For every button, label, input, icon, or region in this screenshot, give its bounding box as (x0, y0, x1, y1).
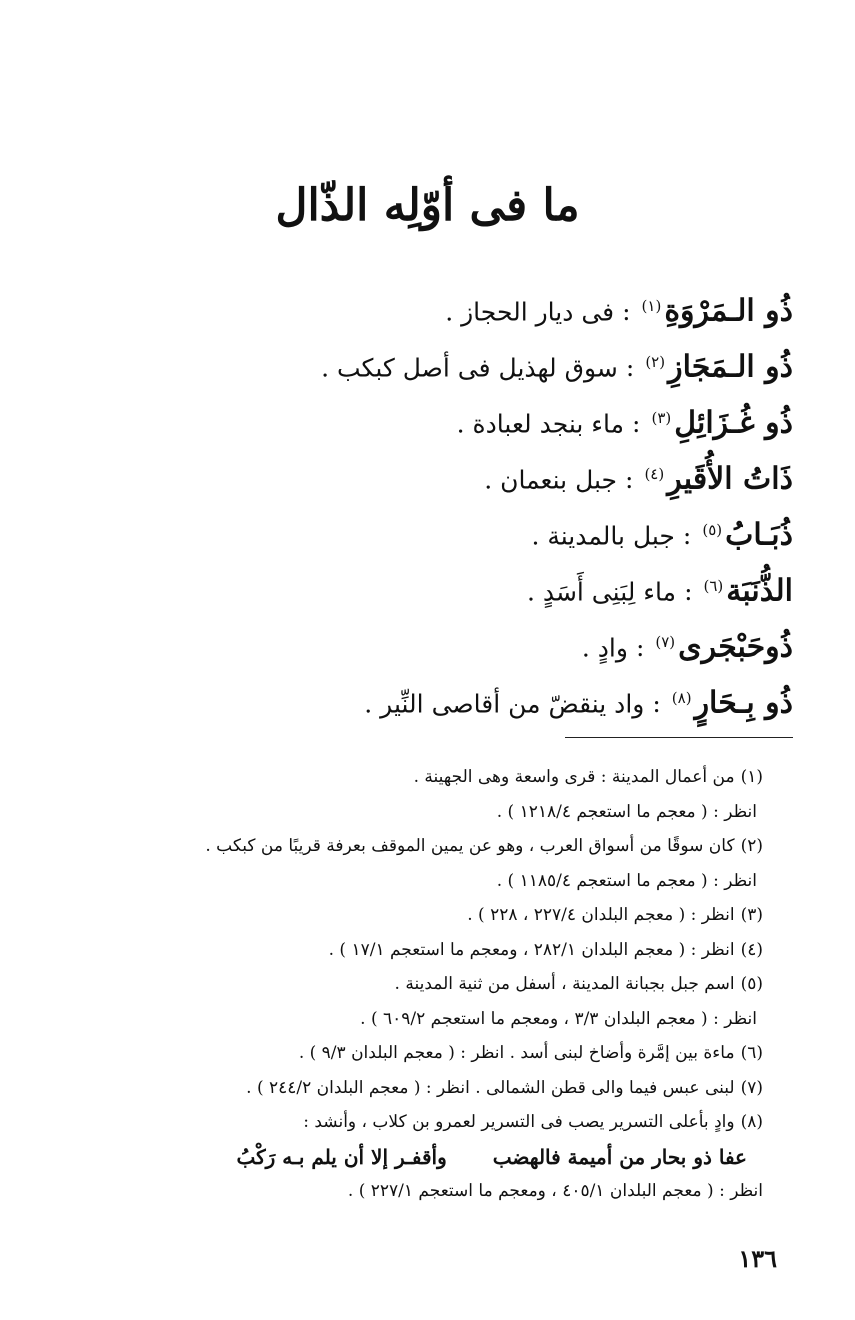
footnote-marker: (٤) (644, 465, 665, 483)
entry-term: ذُو الـمَجَازِ (668, 349, 793, 385)
footnote-text: كان سوقًا من أسواق العرب ، وهو عن يمين الموقف بعرفة قريبًا من كبكب . (205, 836, 735, 856)
separator: : (682, 521, 692, 551)
footnote-number: (٦) (740, 1043, 763, 1063)
footnotes (83, 760, 763, 1209)
entry-description: سوق لهذيل فى أصل كبكب . (321, 353, 618, 383)
entry (73, 670, 793, 726)
footnote (83, 1174, 763, 1209)
footnote-text: انظر : ( معجم ما استعجم ١١٨٥/٤ ) . (496, 870, 757, 891)
footnote-number: (٥) (740, 974, 763, 994)
footnote-number: (٢) (740, 836, 763, 856)
footnote-text: انظر : ( معجم البلدان ٣/٣ ، ومعجم ما استعجم ٦٠٩/٢ ) . (360, 1008, 757, 1029)
poem-verse (83, 1140, 763, 1175)
separator: : (684, 577, 693, 607)
entry-description: فى ديار الحجاز . (445, 297, 615, 327)
footnote-marker: (٢) (645, 353, 666, 371)
footnote-number: (٧) (740, 1077, 763, 1098)
entry (73, 390, 793, 446)
footnote-text: اسم جبل بجبانة المدينة ، أسفل من ثنية المدينة . (394, 974, 735, 994)
entry-term: ذُو بِـحَارٍ (694, 685, 793, 721)
entry (73, 614, 793, 670)
entry-description: ماء لِبَنِى أَسَدٍ . (526, 577, 677, 607)
entry-description: وادٍ . (581, 633, 628, 663)
entry-term: الذُّنَبَة (726, 573, 793, 609)
separator: : (652, 689, 661, 719)
footnote-marker: (٣) (651, 409, 672, 427)
entry-description: جبل بالمدينة . (531, 521, 675, 551)
footnote (83, 1071, 763, 1106)
entry (73, 558, 793, 614)
entry (73, 502, 793, 558)
entry-term: ذُبَـابُ (725, 517, 793, 553)
entry-term: ذُو الـمَرْوَةِ (664, 293, 793, 329)
footnote-text: ماءة بين إمَّرة وأضاخ لبنى أسد . انظر : ( معجم البلدان ٩/٣ ) . (298, 1043, 735, 1063)
footnote-number: (١) (740, 767, 763, 787)
separator: : (632, 409, 641, 439)
footnote (83, 1002, 763, 1037)
footnote-number: (٣) (740, 905, 763, 925)
chapter-title: ما فى أوّلِه الذّال (275, 180, 580, 231)
footnote-marker: (٨) (671, 689, 692, 707)
footnote (83, 967, 763, 1002)
footnote-marker: (٦) (703, 577, 724, 595)
footnote-text: وادٍ بأعلى التسرير يصب فى التسرير لعمرو بن كلاب ، وأنشد : (303, 1112, 735, 1132)
entry (73, 334, 793, 390)
footnote-text: من أعمال المدينة : قرى واسعة وهى الجهينة . (413, 767, 735, 787)
footnote (83, 760, 763, 795)
separator: : (635, 633, 645, 663)
footnote (83, 1036, 763, 1071)
separator: : (625, 465, 634, 495)
footnote (83, 864, 763, 899)
entry-description: ماء بنجد لعبادة . (456, 409, 625, 439)
entry (73, 446, 793, 502)
footnote-marker: (١) (641, 297, 662, 315)
footnote-marker: (٧) (655, 633, 676, 651)
entry-description: جبل بنعمان . (484, 465, 617, 495)
footnote (83, 795, 763, 830)
footnote-number: (٤) (740, 939, 763, 960)
verse-second-hemistich: وأقفـر إلا أن يلم بـه رَكْبُ (236, 1144, 447, 1169)
entry (73, 278, 793, 334)
entry-term: ذُوحَبْجَرى (678, 629, 793, 665)
footnote-text: انظر : ( معجم البلدان ٤٠٥/١ ، ومعجم ما استعجم ٢٢٧/١ ) . (347, 1181, 763, 1201)
verse-first-hemistich: عفا ذو بحار من أميمة فالهضب (492, 1144, 747, 1169)
footnote-number: (٨) (740, 1112, 763, 1132)
footnote-text: انظر : ( معجم ما استعجم ١٢١٨/٤ ) . (496, 801, 757, 822)
separator: : (622, 297, 631, 327)
entry-term: ذُو غُـزَائِلِ (674, 405, 793, 441)
footnote (83, 1105, 763, 1140)
separator: : (625, 353, 635, 383)
footnote-text: لبنى عبس فيما والى قطن الشمالى . انظر : ( معجم البلدان ٢٤٤/٢ ) . (246, 1077, 735, 1098)
entry-term: ذَاتُ الأُقَيرِ (667, 461, 793, 497)
entry-description: واد ينقضّ من أقاصى النِّير . (364, 689, 645, 719)
footnote (83, 933, 763, 968)
page-number: ١٣٦ (738, 1244, 777, 1273)
footnote (83, 829, 763, 864)
place-entries (73, 278, 793, 726)
footnote-text: انظر : ( معجم البلدان ٢٨٢/١ ، ومعجم ما استعجم ١٧/١ ) . (328, 939, 735, 960)
footnote-text: انظر : ( معجم البلدان ٢٢٧/٤ ، ٢٢٨ ) . (467, 905, 735, 925)
footnote-marker: (٥) (702, 521, 723, 539)
footnote (83, 898, 763, 933)
footnote-divider (565, 737, 793, 738)
